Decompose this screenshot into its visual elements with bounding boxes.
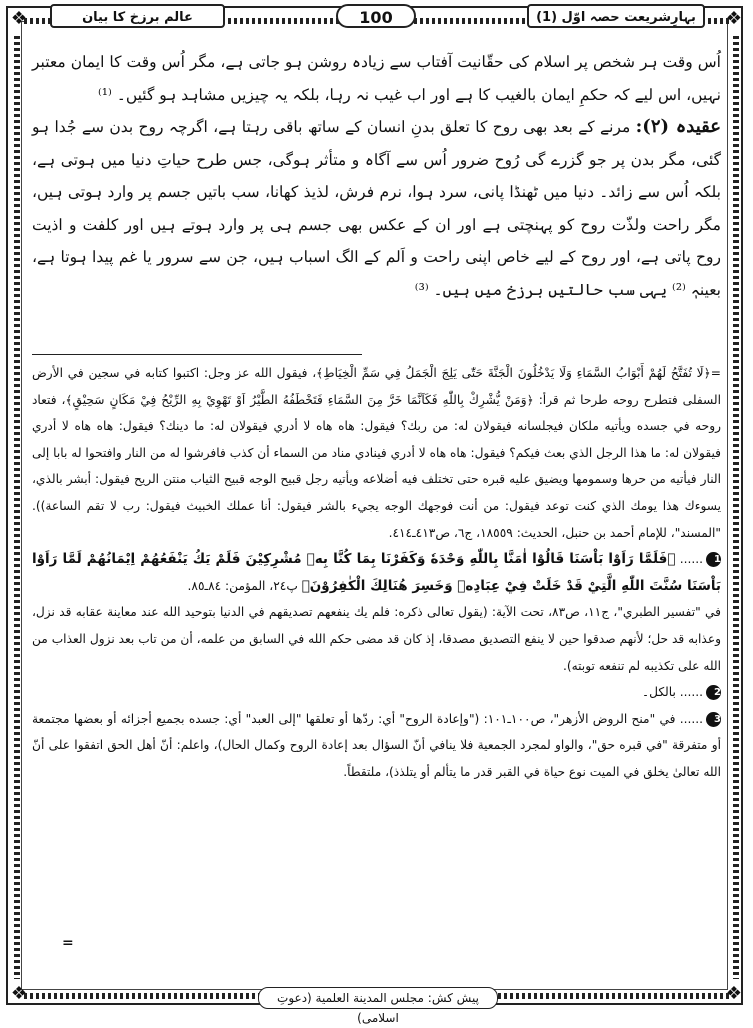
- footnote-1: 1...... ﴿فَلَمَّا رَاَوْا بَاْسَنَا قَالُوْا اٰمَنَّا بِاللّٰهِ وَحْدَهٗ وَكَفَرْنَا بِمَا كُنَّا بِهٖ مُشْرِكِيْنَ فَلَمْ يَكُ يَنْفَعُهُمْ اِيْمَانُهُمْ لَمَّا رَاَوْا بَاْسَنَا سُنَّتَ اللّٰهِ الَّتِيْ قَدْ خَلَتْ فِيْ عِبَادِهٖ وَخَسِرَ هُنَالِكَ الْكٰفِرُوْنَ﴾ پ٢٤، المؤمن: ٨٤ـ٨٥.: [32, 551, 721, 594]
- corner-ornament-icon: ❖: [725, 983, 743, 1004]
- footnote-1-tafsir: في "تفسير الطبري"، ج١١، ص٨٣، تحت الآية: (يقول تعالى ذكره: فلم يك ينفعهم تصديقهم في الدنيا بتوحيد الله عند معاينة عقابه قد نزل، وعذابه قد حل؛ لأنهم صدقوا حين لا ينفع التصديق مصدقا، إذ كان قد مضى حكم الله في السابق من علمه، أن من تاب بعد نزول العذاب من الله على تكذيبه لم تنفعه توبته).: [32, 605, 721, 673]
- left-chain-ornament: [14, 36, 20, 979]
- corner-ornament-icon: ❖: [10, 8, 28, 29]
- paragraph-1: اُس وقت ہر شخص پر اسلام کی حقّانیت آفتاب سے زیادہ روشن ہو جاتی ہے، مگر اُس وقت کا ایمان معتبر نہیں، اس لیے کہ حکمِ ایمان بالغیب کا ہے اور اب غیب نہ رہا، بلکہ یہ چیزیں مشاہد ہو گئیں۔ ⁽¹⁾: [32, 53, 721, 104]
- book-title: بہارِشریعت حصہ اوّل (1): [527, 4, 705, 28]
- footnote-number: 3: [706, 712, 721, 727]
- footnote-divider: [32, 354, 362, 355]
- right-chain-ornament: [733, 36, 739, 979]
- corner-ornament-icon: ❖: [10, 983, 28, 1004]
- main-text: [32, 46, 721, 306]
- footnote-number: 1: [706, 552, 721, 567]
- continuation-mark: =: [62, 935, 74, 951]
- page-number: 100: [336, 4, 416, 28]
- footnote-3: 3...... في "منح الروض الأزهر"، ص١٠٠ـ١٠١: ("وإعادة الروح" أي: ردّها أو تعلقها "إلى العبد" أي: جسده بجميع أجزائه أو بعضها مجتمعة أو متفرقة "في قبره حق"، والواو لمجرد الجمعية فلا ينافي أنّ السؤال بعد إعادة الروح وكمال الحال)، واعلم: أنّ أهل الحق اتفقوا على أنّ الله تعالىٰ يخلق في الميت نوع حياة في القبر قدر ما يتألم أو يتلذذ)، ملتقطاً.: [32, 711, 721, 779]
- section-title: عالم برزخ کا بیان: [50, 4, 225, 28]
- footnote-2: 2...... بالکل۔: [641, 685, 721, 700]
- paragraph-2: [32, 111, 721, 306]
- footnote-number: 2: [706, 685, 721, 700]
- aqeeda-text: مرنے کے بعد بھی روح کا تعلق بدنِ انسان کے ساتھ باقی رہتا ہے، اگرچہ روح بدن سے جُدا ہو گئی، مگر بدن پر جو گزرے گی رُوح ضرور اُس سے آگاہ و متأثر ہوگی، جس طرح حیاتِ دنیا میں ہوتی ہے، بلکہ اُس سے زائد۔ دنیا میں ٹھنڈا پانی، سرد ہوا، نرم فرش، لذیذ کھانا، سب باتیں جسم پر وارد ہوتی ہیں، مگر راحت ولذّت روح کو پہنچتی ہے اور ان کے عکس بھی جسم ہی پر وارد ہوتے ہیں اور کلفت و اذیت روح پاتی ہے، اور روح کے لیے خاص اپنی راحت و اَلم کے الگ اسباب ہیں، جن سے سرور یا غم پیدا ہوتا ہے، بعینہٖ ⁽²⁾ یہی سب حالتیں برزخ میں ہیں۔ ⁽³⁾: [32, 118, 721, 299]
- publisher-footer: پیش کش: مجلس المدینة العلمیة (دعوتِ اسلامی): [258, 987, 498, 1009]
- verse-reference: پ٢٤، المؤمن: ٨٤ـ٨٥.: [187, 578, 298, 593]
- aqeeda-label: عقیدہ (۲):: [635, 116, 721, 137]
- quran-verse: ﴿فَلَمَّا رَاَوْا بَاْسَنَا قَالُوْا اٰمَنَّا بِاللّٰهِ وَحْدَهٗ وَكَفَرْنَا بِمَا كُنَّا بِهٖ مُشْرِكِيْنَ فَلَمْ يَكُ يَنْفَعُهُمْ اِيْمَانُهُمْ لَمَّا رَاَوْا بَاْسَنَا سُنَّتَ اللّٰهِ الَّتِيْ قَدْ خَلَتْ فِيْ عِبَادِهٖ وَخَسِرَ هُنَالِكَ الْكٰفِرُوْنَ﴾: [32, 551, 721, 594]
- corner-ornament-icon: ❖: [725, 8, 743, 29]
- footnotes: [32, 360, 721, 786]
- footnote-continuation: =﴿لَا تُفَتَّحُ لَهُمْ أَبْوَابُ السَّمَاءِ وَلَا يَدْخُلُونَ الْجَنَّةَ حَتّٰى يَلِجَ الْجَمَلُ فِي سَمِّ الْخِيَاطِ﴾، فيقول الله عز وجل: اكتبوا كتابه في سجين في الأرض السفلى فتطرح روحه طرحا ثم قرأ: ﴿وَمَنْ يُّشْرِكْ بِاللّٰهِ فَكَاَنَّمَا خَرَّ مِنَ السَّمَاءِ فَتَخْطَفُهُ الطَّيْرُ اَوْ تَهْوِيْ بِهِ الرِّيْحُ فِيْ مَكَانٍ سَحِيْقٍ﴾، فتعاد روحه في جسده ويأتيه ملكان فيجلسانه فيقولان له: من ربك؟ فيقول: هاه هاه لا أدري فيقولان له: ما دينك؟ فيقول: هاه هاه لا أدري فيقولان له: ما هذا الرجل الذي بعث فيكم؟ فيقول: هاه هاه لا أدري فينادي مناد من السماء أن كذب فافرشوا له من النار وافتحوا له بابا إلى النار فيأتيه من حرها وسمومها ويضيق عليه قبره حتى تختلف فيه أضلاعه ويأتيه رجل قبيح الوجه قبيح الثياب منتن الريح فيقول: أبشر بالذي، يسوءك هذا يومك الذي كنت توعد فيقول: من أنت فوجهك الوجه يجيء بالشر فيقول: أنا عملك الخبيث فيقول: رب لا تقم الساعة)). "المسند"، للإمام أحمد بن حنبل، الحديث: ١٨٥٥٩، ج٦، ص٤١٣ـ٤١٤.: [32, 366, 721, 540]
